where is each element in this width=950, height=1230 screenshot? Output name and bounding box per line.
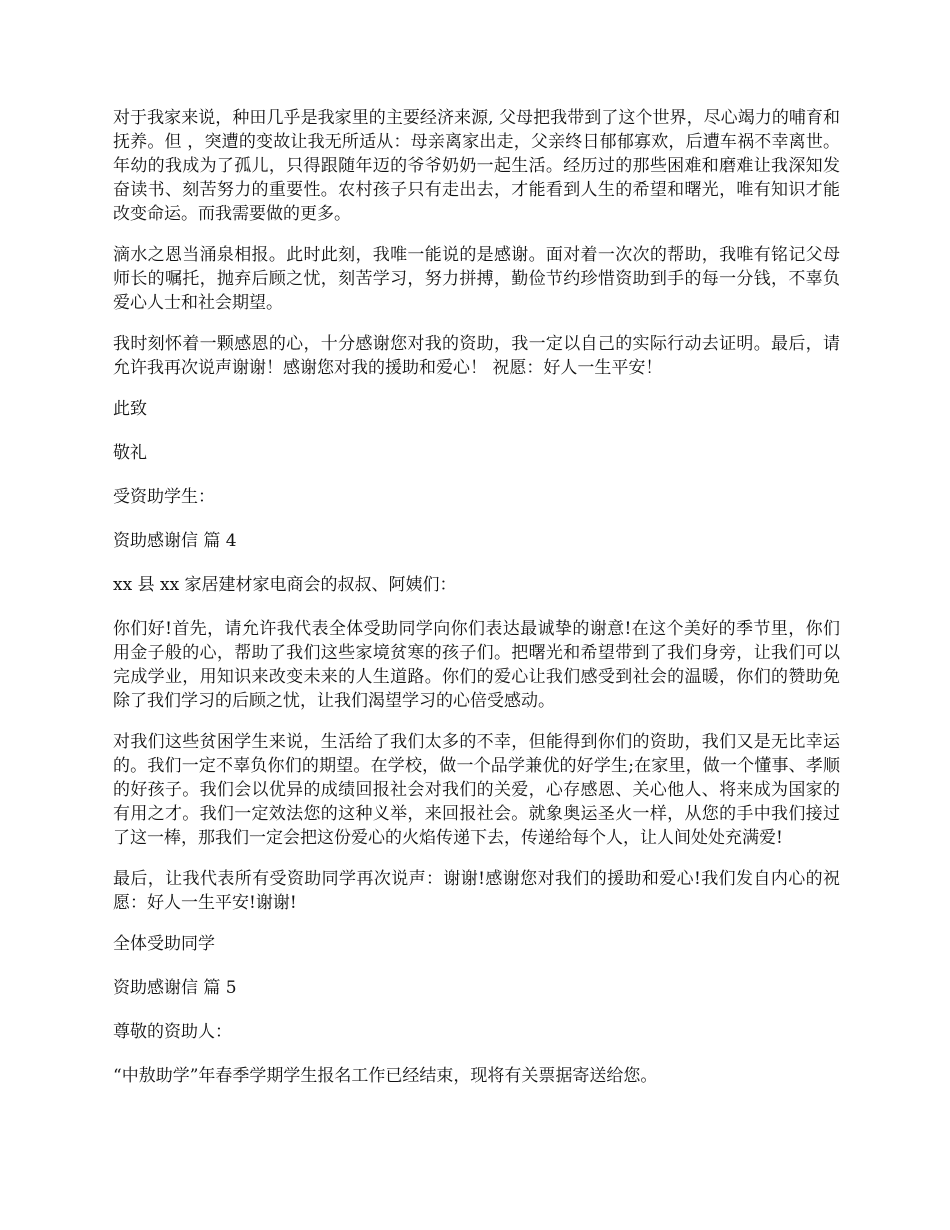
closing-regards: 敬礼: [113, 443, 147, 463]
closing-salutation: 此致: [113, 399, 147, 419]
section-heading-5: 资助感谢信 篇 5: [113, 978, 237, 998]
letter-greeting-sponsor: 尊敬的资助人：: [113, 1022, 232, 1042]
paragraph-gratitude: 滴水之恩当涌泉相报。此时此刻，我唯一能说的是感谢。面对着一次次的帮助，我唯有铭记父母师长的嘱托，抛弃后顾之忧，刻苦学习，努力拼搏，勤俭节约珍惜资助到手的每一分钱，不辜负爱心人士和社会期望。: [113, 245, 840, 313]
paragraph-opening: 你们好!首先，请允许我代表全体受助同学向你们表达最诚挚的谢意!在这个美好的季节里，你们用金子般的心，帮助了我们这些家境贫寒的孩子们。把曙光和希望带到了我们身旁，让我们可以完成学业，用知识来改变未来的人生道路。你们的爱心让我们感受到社会的温暖，你们的赞助免除了我们学习的后顾之忧，让我们渴望学习的心倍受感动。: [113, 619, 840, 711]
section-heading-4: 资助感谢信 篇 4: [113, 531, 237, 551]
paragraph-promise: 对我们这些贫困学生来说，生活给了我们太多的不幸，但能得到你们的资助，我们又是无比幸运的。我们一定不辜负你们的期望。在学校，做一个品学兼优的好学生;在家里，做一个懂事、孝顺的好孩子。我们会以优异的成绩回报社会对我们的关爱，心存感恩、关心他人、将来成为国家的有用之才。我们一定效法您的这种义举，来回报社会。就象奥运圣火一样，从您的手中我们接过了这一棒，那我们一定会把这份爱心的火焰传递下去，传递给每个人，让人间处处充满爱!: [113, 732, 840, 848]
paragraph-final-thanks: 最后，让我代表所有受资助同学再次说声：谢谢!感谢您对我们的援助和爱心!我们发自内心的祝愿：好人一生平安!谢谢!: [113, 869, 840, 913]
paragraph-family-background: 对于我家来说，种田几乎是我家里的主要经济来源, 父母把我带到了这个世界，尽心竭力的哺育和抚养。但 ，突遭的变故让我无所适从：母亲离家出走，父亲终日郁郁寡欢，后遭车祸不幸离世。年幼的我成为了孤儿，只得跟随年迈的爷爷奶奶一起生活。经历过的那些困难和磨难让我深知发奋读书、刻苦努力的重要性。农村孩子只有走出去，才能看到人生的希望和曙光，唯有知识才能改变命运。而我需要做的更多。: [113, 108, 840, 224]
paragraph-receipts: “中敖助学”年春季学期学生报名工作已经结束，现将有关票据寄送给您。: [113, 1066, 658, 1086]
paragraph-thanks: 我时刻怀着一颗感恩的心，十分感谢您对我的资助，我一定以自己的实际行动去证明。最后，请允许我再次说声谢谢！感谢您对我的援助和爱心！ 祝愿：好人一生平安！: [113, 334, 840, 378]
letter-greeting: xx 县 xx 家居建材家电商会的叔叔、阿姨们：: [113, 575, 457, 595]
document-body: [113, 106, 840, 1108]
signature-students: 全体受助同学: [113, 934, 215, 954]
signature-line: 受资助学生：: [113, 487, 215, 507]
